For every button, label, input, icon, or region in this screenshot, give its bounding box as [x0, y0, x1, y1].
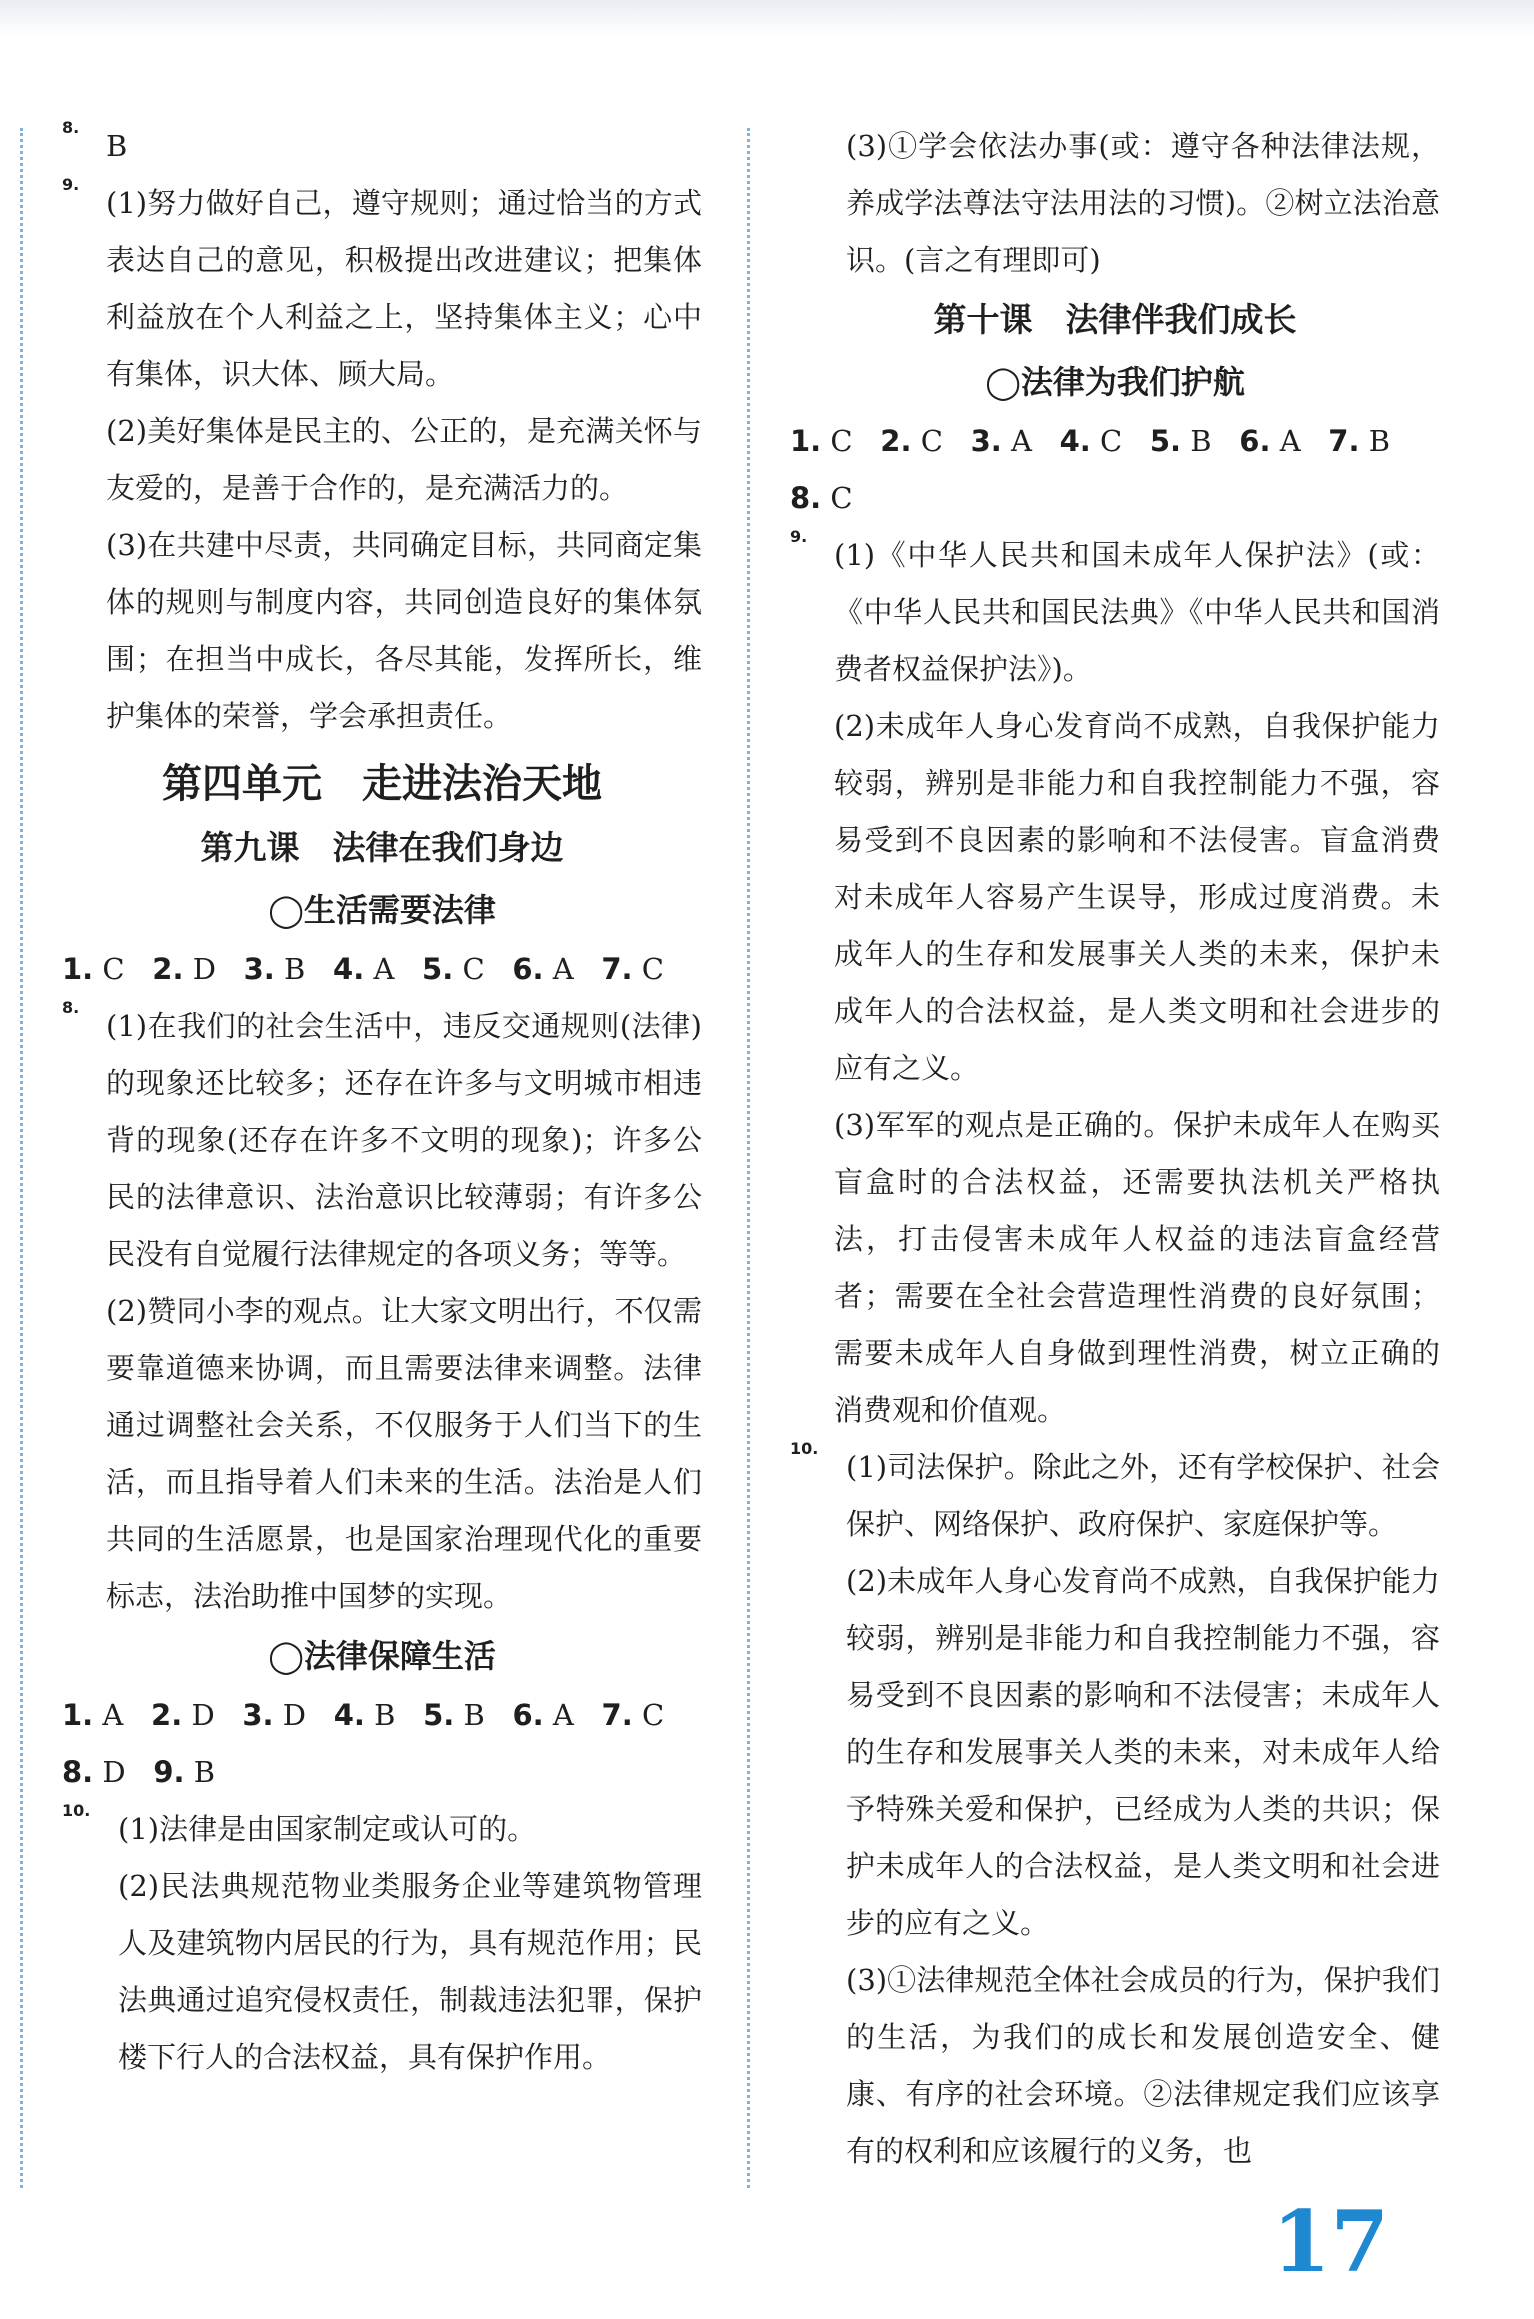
- answer-paragraph: (2)美好集体是民主的、公正的，是充满关怀与友爱的，是善于合作的，是充满活力的。: [106, 414, 702, 505]
- section-title: ◯法律保障生活: [268, 1637, 496, 1675]
- page-top-shadow: [0, 0, 1534, 36]
- choice-answers-row: 8. D 9. B: [62, 1755, 216, 1789]
- left-column: [62, 118, 702, 2086]
- question-number: 10.: [62, 1801, 91, 1820]
- section-title: ◯法律为我们护航: [985, 363, 1245, 401]
- answer-8: [62, 118, 702, 175]
- question-number: 8.: [62, 998, 80, 1017]
- right-column: [790, 118, 1440, 2180]
- lesson-title: 第九课 法律在我们身边: [200, 828, 564, 867]
- answer-paragraph: (2)未成年人身心发育尚不成熟，自我保护能力较弱，辨别是非能力和自我控制能力不强，容易受到不良因素的影响和不法侵害；未成年人的生存和发展事关人类的未来，对未成年人给予特殊关爱和保护，已经成为人类的共识；保护未成年人的合法权益，是人类文明和社会进步的应有之义。: [846, 1564, 1440, 1940]
- section-title: ◯生活需要法律: [268, 891, 496, 929]
- choice-answers-row: 1. C 2. C 3. A 4. C 5. B 6. A 7. B: [790, 424, 1391, 458]
- answer-paragraph: (2)未成年人身心发育尚不成熟，自我保护能力较弱，辨别是非能力和自我控制能力不强，容易受到不良因素的影响和不法侵害。盲盒消费对未成年人容易产生误导，形成过度消费。未成年人的生存和发展事关人类的未来，保护未成年人的合法权益，是人类文明和社会进步的应有之义。: [834, 709, 1440, 1085]
- answer-10-section2: [62, 1801, 702, 2086]
- question-number: 9.: [62, 175, 80, 194]
- answer-8-section1: [62, 998, 702, 1625]
- answer-9-right: [790, 527, 1440, 1439]
- answer-paragraph: (1)法律是由国家制定或认可的。: [118, 1812, 537, 1846]
- question-number: 8.: [62, 118, 80, 137]
- answer-paragraph: (1)《中华人民共和国未成年人保护法》(或：《中华人民共和国民法典》《中华人民共和国消费者权益保护法》)。: [834, 538, 1440, 686]
- answer-paragraph: (3)①法律规范全体社会成员的行为，保护我们的生活，为我们的成长和发展创造安全、健康、有序的社会环境。②法律规定我们应该享有的权利和应该履行的义务，也: [846, 1963, 1440, 2168]
- answer-text: B: [106, 129, 128, 163]
- answer-paragraph: (2)赞同小李的观点。让大家文明出行，不仅需要靠道德来协调，而且需要法律来调整。法律通过调整社会关系，不仅服务于人们当下的生活，而且指导着人们未来的生活。法治是人们共同的生活愿景，也是国家治理现代化的重要标志，法治助推中国梦的实现。: [106, 1294, 702, 1613]
- answer-paragraph: (1)努力做好自己，遵守规则；通过恰当的方式表达自己的意见，积极提出改进建议；把集体利益放在个人利益之上，坚持集体主义；心中有集体，识大体、顾大局。: [106, 186, 702, 391]
- answer-paragraph: (1)在我们的社会生活中，违反交通规则(法律)的现象还比较多；还存在许多与文明城市相违背的现象(还存在许多不文明的现象)；许多公民的法律意识、法治意识比较薄弱；有许多公民没有自觉履行法律规定的各项义务；等等。: [106, 1009, 702, 1271]
- choice-answers-row: 1. C 2. D 3. B 4. A 5. C 6. A 7. C: [62, 952, 664, 986]
- answer-continuation: (3)①学会依法办事(或：遵守各种法律法规，养成学法尊法守法用法的习惯)。②树立法治意识。(言之有理即可): [846, 129, 1440, 277]
- unit-title: 第四单元 走进法治天地: [162, 761, 602, 807]
- choice-answers-row: 1. A 2. D 3. D 4. B 5. B 6. A 7. C: [62, 1698, 665, 1732]
- answer-paragraph: (3)在共建中尽责，共同确定目标，共同商定集体的规则与制度内容，共同创造良好的集体氛围；在担当中成长，各尽其能，发挥所长，维护集体的荣誉，学会承担责任。: [106, 528, 702, 733]
- answer-10-right: [790, 1439, 1440, 2180]
- question-number: 9.: [790, 527, 808, 546]
- choice-answers-row: 8. C: [790, 481, 853, 515]
- column-divider: [747, 128, 750, 2188]
- answer-paragraph: (2)民法典规范物业类服务企业等建筑物管理人及建筑物内居民的行为，具有规范作用；民法典通过追究侵权责任，制裁违法犯罪，保护楼下行人的合法权益，具有保护作用。: [118, 1869, 702, 2074]
- question-number: 10.: [790, 1439, 819, 1458]
- answer-paragraph: (3)军军的观点是正确的。保护未成年人在购买盲盒时的合法权益，还需要执法机关严格执法，打击侵害未成年人权益的违法盲盒经营者；需要在全社会营造理性消费的良好氛围；需要未成年人自身做到理性消费，树立正确的消费观和价值观。: [834, 1108, 1440, 1427]
- page-number: 17: [1272, 2192, 1389, 2291]
- left-margin-divider: [20, 128, 23, 2188]
- answer-paragraph: (1)司法保护。除此之外，还有学校保护、社会保护、网络保护、政府保护、家庭保护等。: [846, 1450, 1440, 1541]
- lesson-title: 第十课 法律伴我们成长: [933, 300, 1297, 339]
- answer-9: [62, 175, 702, 745]
